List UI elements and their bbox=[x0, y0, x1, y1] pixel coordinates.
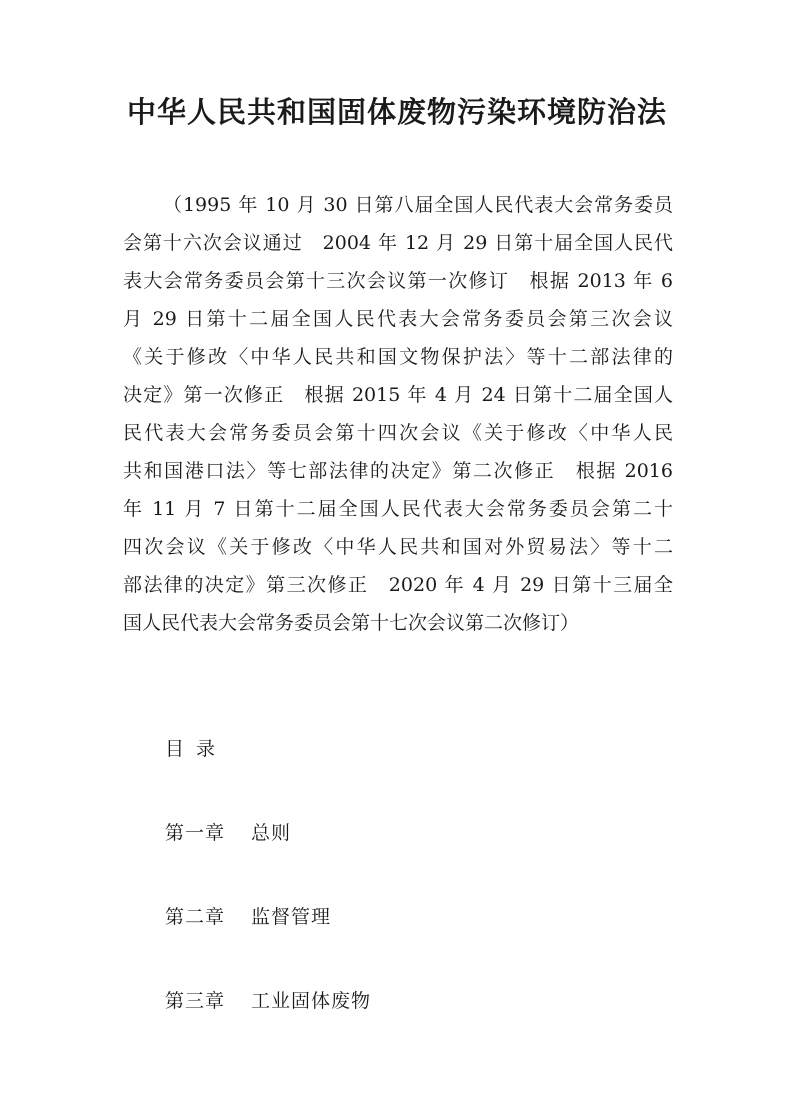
preamble-line: 民代表大会常务委员会第十四次会议《关于修改〈中华人民 bbox=[123, 422, 673, 444]
preamble-line: 决定》第一次修正 根据 2015 年 4 月 24 日第十二届全国人 bbox=[123, 384, 673, 406]
preamble-line: 共和国港口法〉等七部法律的决定》第二次修正 根据 2016 bbox=[123, 460, 673, 482]
preamble-line: 表大会常务委员会第十三次会议第一次修订 根据 2013 年 6 bbox=[123, 270, 673, 292]
preamble-line: 国人民代表大会常务委员会第十七次会议第二次修订） bbox=[123, 612, 580, 634]
toc-item-chapter-3 bbox=[165, 982, 615, 1020]
preamble-line: 年 11 月 7 日第十二届全国人民代表大会常务委员会第二十 bbox=[123, 498, 673, 520]
preamble-line: 四次会议《关于修改〈中华人民共和国对外贸易法〉等十二 bbox=[123, 536, 673, 558]
toc-chapter-title: 总则 bbox=[251, 822, 292, 844]
toc-chapter-number: 第一章 bbox=[165, 822, 226, 844]
toc-chapter-number: 第二章 bbox=[165, 906, 226, 928]
preamble-line: 《关于修改〈中华人民共和国文物保护法〉等十二部法律的 bbox=[123, 346, 673, 368]
preamble-line: 部法律的决定》第三次修正 2020 年 4 月 29 日第十三届全 bbox=[123, 574, 673, 596]
toc-chapter-number: 第三章 bbox=[165, 990, 226, 1012]
toc-heading: 目录 bbox=[165, 738, 228, 760]
toc-item-chapter-1 bbox=[165, 814, 615, 852]
table-of-contents bbox=[165, 730, 615, 1020]
document-title: 中华人民共和国固体废物污染环境防治法 bbox=[126, 95, 667, 129]
preamble-line: 会第十六次会议通过 2004 年 12 月 29 日第十届全国人民代 bbox=[123, 232, 673, 254]
preamble-line: 月 29 日第十二届全国人民代表大会常务委员会第三次会议 bbox=[123, 308, 673, 330]
preamble-line: （1995 年 10 月 30 日第八届全国人民代表大会常务委员 bbox=[163, 194, 673, 216]
legislative-history-paragraph bbox=[123, 186, 673, 642]
toc-chapter-title: 监督管理 bbox=[251, 906, 332, 928]
toc-chapter-title: 工业固体废物 bbox=[251, 990, 372, 1012]
toc-item-chapter-2 bbox=[165, 898, 615, 936]
